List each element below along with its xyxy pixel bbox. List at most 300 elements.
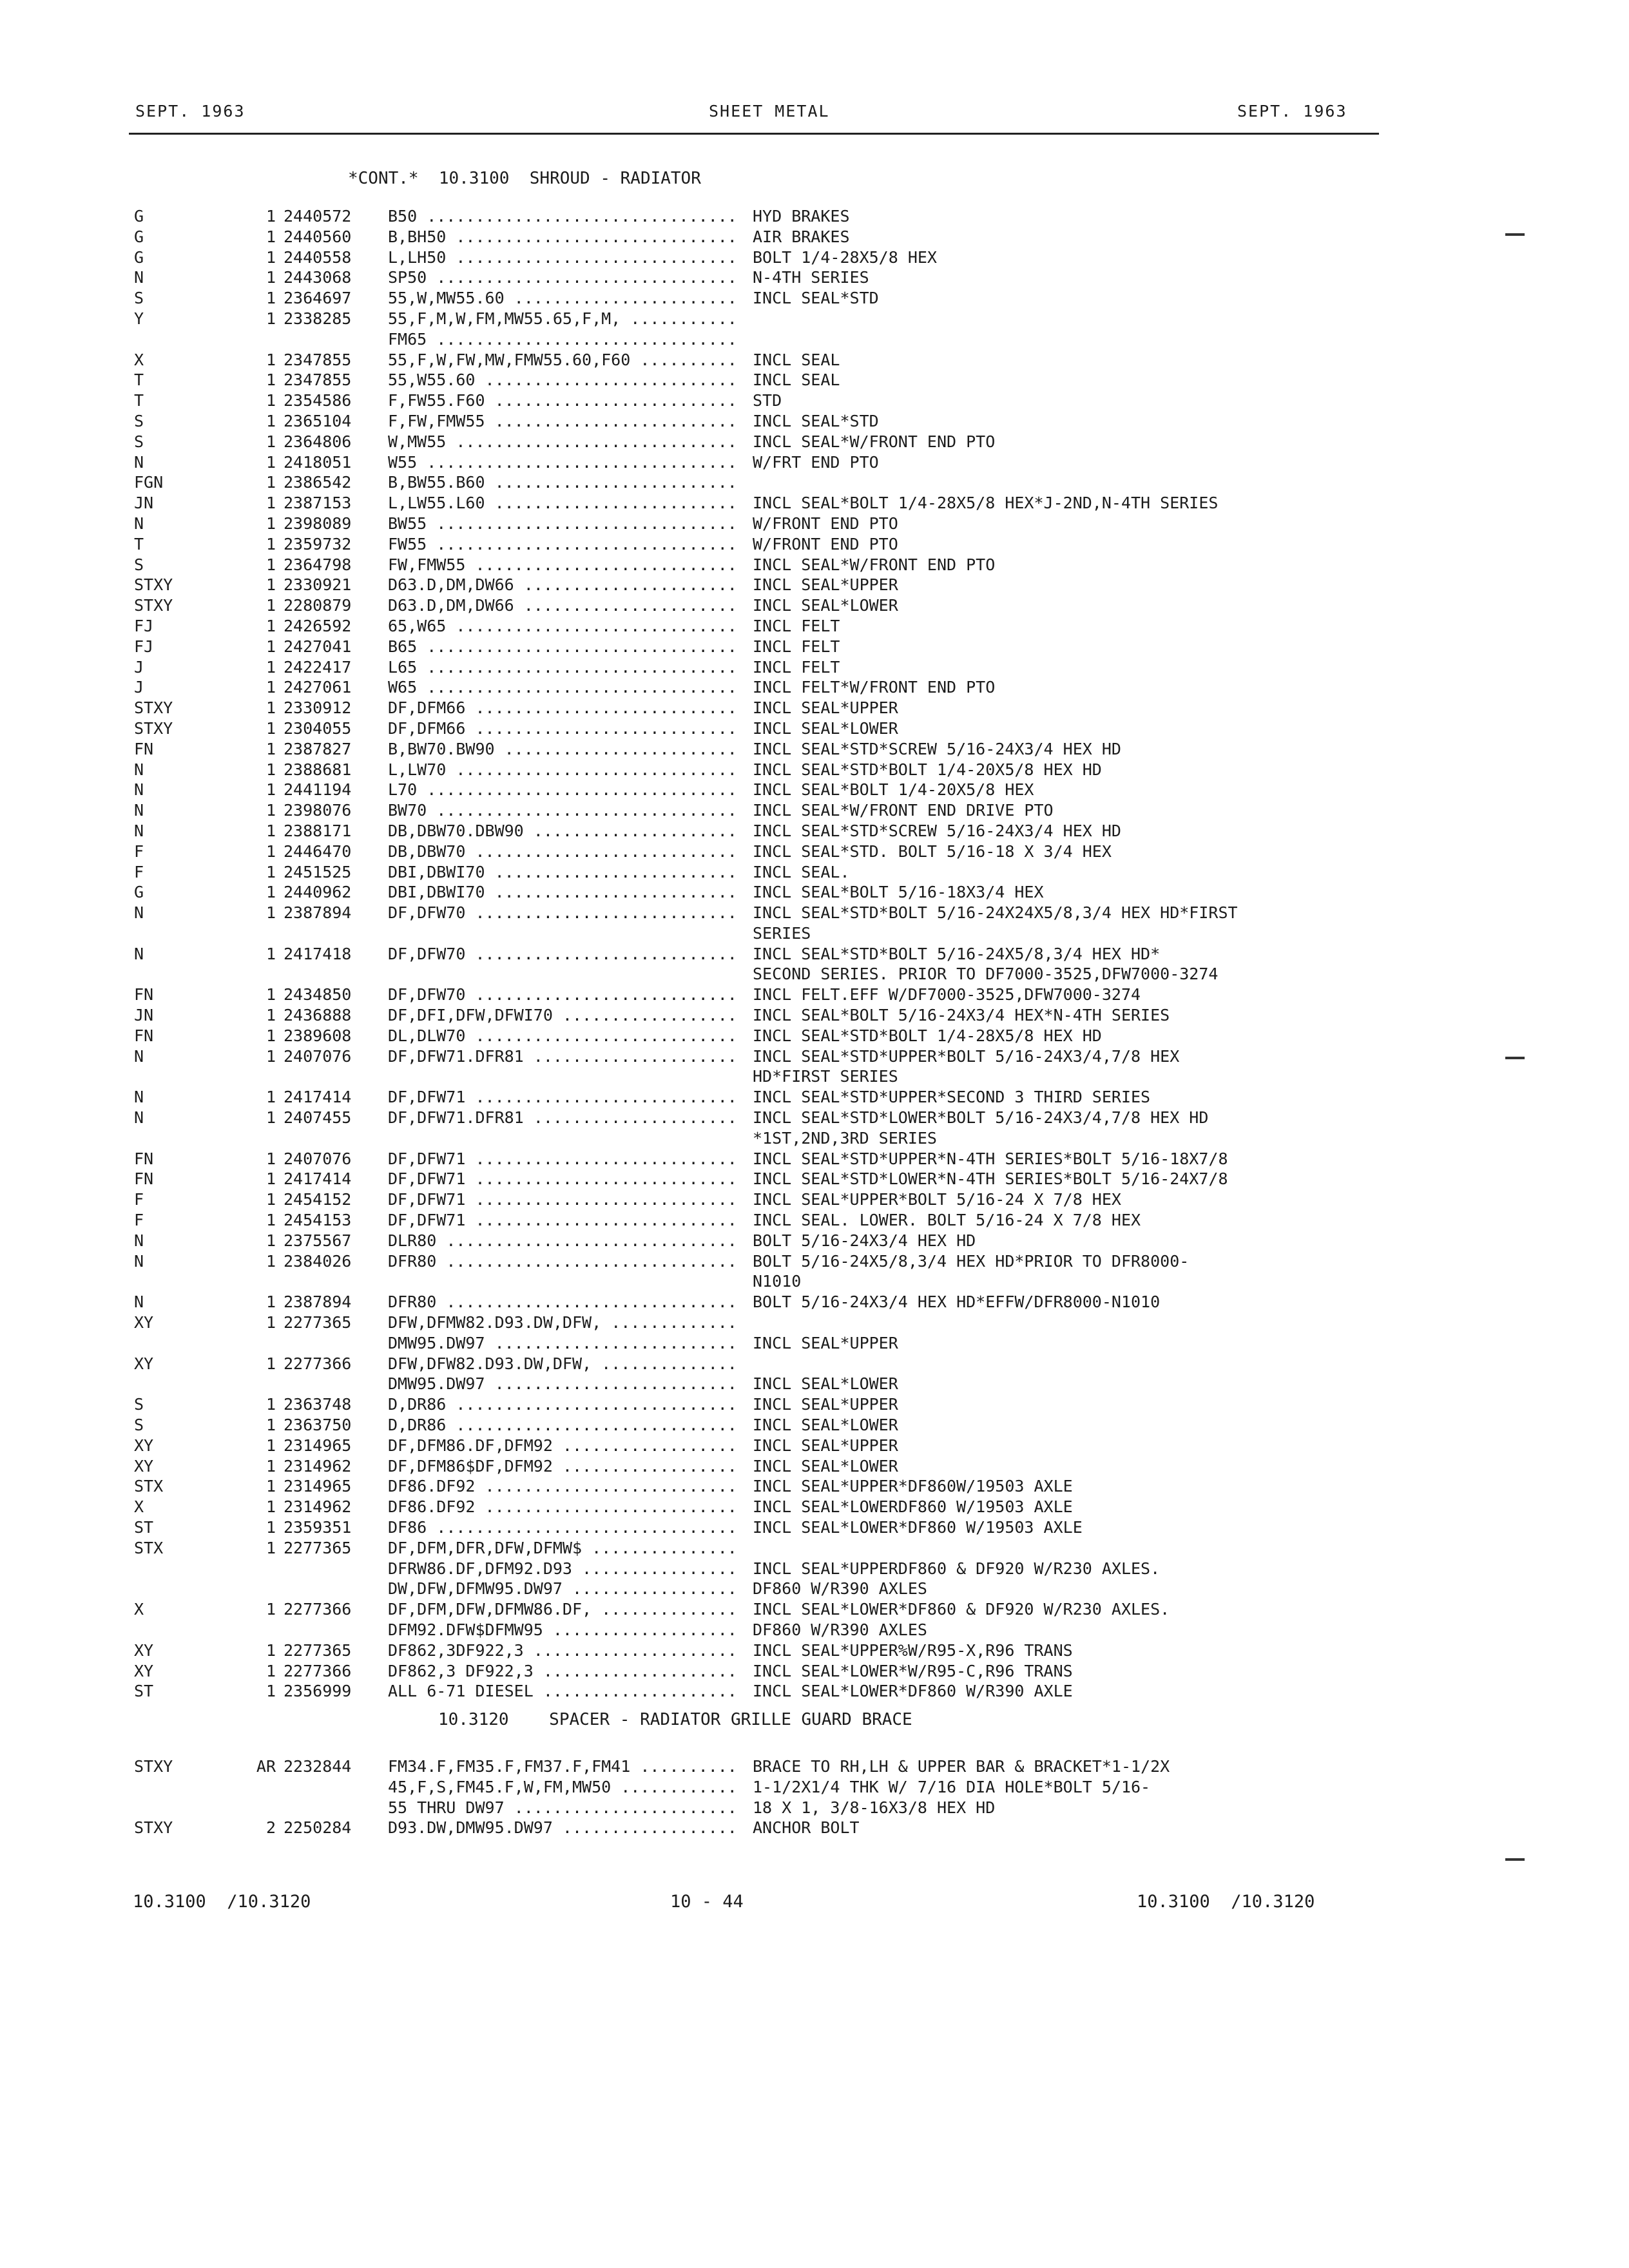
part-number: 2417418 — [284, 944, 352, 963]
application: DF86.DF92 ..... — [388, 1476, 740, 1497]
application: L,LH50 ..... — [388, 247, 740, 268]
table-row — [0, 1087, 1629, 1108]
quantity: 1 — [265, 985, 276, 1004]
model-code: STXY — [134, 698, 173, 718]
application: DMW95.DW97 ..... — [388, 1333, 740, 1354]
quantity: 1 — [265, 432, 276, 451]
table-row — [0, 964, 1629, 985]
application: DFW,DFW82.D93.DW,DFW, ..... — [388, 1354, 740, 1374]
table-row — [0, 800, 1629, 821]
quantity: 1 — [265, 1190, 276, 1209]
table-row — [0, 1026, 1629, 1046]
table-row — [0, 657, 1629, 678]
application: D63.D,DM,DW66 ..... — [388, 575, 740, 595]
remarks: STD — [753, 391, 782, 410]
model-code: G — [134, 207, 144, 226]
part-number: 2422417 — [284, 657, 352, 677]
remarks: INCL SEAL*STD*UPPER*BOLT 5/16-24X3/4,7/8 HEX — [753, 1046, 1180, 1066]
remarks: INCL SEAL*LOWER — [753, 596, 898, 615]
table-row — [0, 1436, 1629, 1456]
model-code: N — [134, 903, 144, 923]
model-code: STX — [134, 1538, 164, 1557]
model-code: STXY — [134, 1757, 173, 1776]
part-number: 2232844 — [284, 1757, 352, 1776]
quantity: 1 — [265, 698, 276, 718]
remarks: INCL SEAL*UPPER*DF860W/19503 AXLE — [753, 1477, 1073, 1496]
part-number: 2330921 — [284, 575, 352, 595]
application: FW,FMW55 ..... — [388, 555, 740, 575]
application: 55 THRU DW97 ..... — [388, 1798, 740, 1818]
part-number: 2440962 — [284, 883, 352, 902]
table-row — [0, 677, 1629, 698]
table-row — [0, 698, 1629, 718]
remarks: INCL SEAL*STD*BOLT 5/16-24X5/8,3/4 HEX HD* — [753, 944, 1161, 963]
quantity: 1 — [265, 944, 276, 963]
quantity: 1 — [265, 1026, 276, 1045]
part-number: 2454153 — [284, 1211, 352, 1230]
quantity: 1 — [265, 268, 276, 287]
application: DF86 ..... — [388, 1517, 740, 1538]
application: DL,DLW70 ..... — [388, 1026, 740, 1046]
quantity: 1 — [265, 1006, 276, 1025]
part-number: 2277365 — [284, 1313, 352, 1332]
remarks: INCL SEAL*LOWERDF860 W/19503 AXLE — [753, 1497, 1073, 1517]
model-code: F — [134, 841, 144, 861]
part-number: 2398089 — [284, 514, 352, 533]
model-code: STXY — [134, 718, 173, 738]
remarks: INCL SEAL*STD*UPPER*N-4TH SERIES*BOLT 5/16-18X7/8 — [753, 1149, 1228, 1168]
table-row — [0, 329, 1629, 350]
application: W65 ..... — [388, 677, 740, 698]
table-row — [0, 1169, 1629, 1189]
remarks: INCL SEAL*W/FRONT END PTO — [753, 432, 996, 451]
part-number: 2277366 — [284, 1600, 352, 1619]
part-number: 2280879 — [284, 596, 352, 615]
remarks: AIR BRAKES — [753, 227, 850, 246]
model-code: N — [134, 801, 144, 820]
header-right-date: SEPT. 1963 — [1237, 102, 1347, 120]
margin-mark — [1505, 1858, 1525, 1861]
remarks: BOLT 5/16-24X3/4 HEX HD*EFFW/DFR8000-N1010 — [753, 1293, 1161, 1312]
application: DF862,3DF922,3 ..... — [388, 1640, 740, 1661]
table-row — [0, 780, 1629, 800]
quantity: 1 — [265, 1313, 276, 1332]
part-number: 2407076 — [284, 1149, 352, 1168]
part-number: 2347855 — [284, 370, 352, 390]
part-number: 2359732 — [284, 534, 352, 553]
table-row — [0, 350, 1629, 370]
model-code: J — [134, 678, 144, 697]
quantity: 1 — [265, 1640, 276, 1660]
application: DFM92.DFW$DFMW95 ..... — [388, 1620, 740, 1640]
quantity: 1 — [265, 473, 276, 492]
model-code: X — [134, 1600, 144, 1619]
remarks: DF860 W/R390 AXLES — [753, 1620, 927, 1639]
application: DF86.DF92 ..... — [388, 1497, 740, 1517]
table-row — [0, 1108, 1629, 1128]
quantity: 1 — [265, 1661, 276, 1680]
remarks: INCL SEAL*UPPERDF860 & DF920 W/R230 AXLES. — [753, 1559, 1161, 1578]
application: D93.DW,DMW95.DW97 ..... — [388, 1818, 740, 1838]
table-row — [0, 1476, 1629, 1497]
quantity: 1 — [265, 760, 276, 779]
section-title-shroud-radiator: *CONT.* 10.3100 SHROUD - RADIATOR — [348, 169, 701, 188]
application: DF,DFW70 ..... — [388, 903, 740, 923]
remarks: INCL SEAL*STD — [753, 289, 879, 308]
application: 45,F,S,FM45.F,W,FM,MW50 ..... — [388, 1777, 740, 1798]
model-code: T — [134, 534, 144, 553]
model-code: XY — [134, 1436, 154, 1455]
model-code: FJ — [134, 637, 154, 656]
table-row — [0, 903, 1629, 923]
part-number: 2277366 — [284, 1661, 352, 1680]
remarks: INCL SEAL*LOWER*W/R95-C,R96 TRANS — [753, 1661, 1073, 1680]
quantity: 1 — [265, 207, 276, 226]
table-row — [0, 882, 1629, 903]
model-code: FJ — [134, 616, 154, 635]
application: DFRW86.DF,DFM92.D93 ..... — [388, 1559, 740, 1579]
part-number: 2277366 — [284, 1354, 352, 1373]
part-number: 2314962 — [284, 1497, 352, 1517]
remarks: INCL SEAL. — [753, 862, 850, 881]
model-code: N — [134, 452, 144, 472]
remarks: INCL SEAL*STD*LOWER*N-4TH SERIES*BOLT 5/16-24X7/8 — [753, 1169, 1228, 1189]
model-code: STXY — [134, 1818, 173, 1838]
model-code: XY — [134, 1456, 154, 1475]
part-number: 2387153 — [284, 494, 352, 513]
remarks: INCL SEAL*W/FRONT END DRIVE PTO — [753, 801, 1054, 820]
table-row — [0, 1559, 1629, 1579]
model-code: STX — [134, 1477, 164, 1496]
table-row — [0, 1128, 1629, 1149]
quantity: 1 — [265, 883, 276, 902]
quantity: 1 — [265, 1477, 276, 1496]
quantity: 1 — [265, 534, 276, 553]
application: DF,DFW71 ..... — [388, 1210, 740, 1231]
application: DBI,DBWI70 ..... — [388, 862, 740, 883]
application: DF,DFM,DFR,DFW,DFMW$ ..... — [388, 1538, 740, 1559]
remarks: INCL SEAL*STD*BOLT 1/4-28X5/8 HEX HD — [753, 1026, 1102, 1045]
quantity: 1 — [265, 452, 276, 472]
part-number: 2434850 — [284, 985, 352, 1004]
quantity: 1 — [265, 247, 276, 267]
part-number: 2454152 — [284, 1190, 352, 1209]
model-code: S — [134, 432, 144, 451]
application: DB,DBW70 ..... — [388, 841, 740, 862]
application: DFR80 ..... — [388, 1251, 740, 1272]
quantity: 1 — [265, 350, 276, 369]
quantity: 1 — [265, 1497, 276, 1517]
quantity: 1 — [265, 411, 276, 430]
model-code: FN — [134, 739, 154, 758]
quantity: 1 — [265, 718, 276, 738]
application: DF,DFW71 ..... — [388, 1087, 740, 1108]
table-row — [0, 555, 1629, 575]
table-row — [0, 1354, 1629, 1374]
part-number: 2363750 — [284, 1416, 352, 1435]
application: ALL 6-71 DIESEL ..... — [388, 1681, 740, 1702]
model-code: X — [134, 350, 144, 369]
quantity: 1 — [265, 1169, 276, 1189]
part-number: 2387894 — [284, 903, 352, 923]
quantity: 1 — [265, 678, 276, 697]
remarks: INCL FELT — [753, 616, 840, 635]
table-row — [0, 944, 1629, 965]
model-code: N — [134, 780, 144, 800]
table-row — [0, 595, 1629, 616]
remarks: INCL SEAL*STD — [753, 411, 879, 430]
remarks: BOLT 1/4-28X5/8 HEX — [753, 247, 937, 267]
remarks: INCL FELT — [753, 637, 840, 656]
application: D63.D,DM,DW66 ..... — [388, 595, 740, 616]
table-row — [0, 1066, 1629, 1087]
part-number: 2356999 — [284, 1682, 352, 1701]
model-code: N — [134, 1231, 144, 1250]
quantity: 1 — [265, 1395, 276, 1414]
model-code: FN — [134, 985, 154, 1004]
model-code: FN — [134, 1026, 154, 1045]
quantity: 1 — [265, 555, 276, 574]
application: DBI,DBWI70 ..... — [388, 882, 740, 903]
quantity: 1 — [265, 657, 276, 677]
model-code: XY — [134, 1640, 154, 1660]
header-title: SHEET METAL — [709, 102, 830, 120]
model-code: FN — [134, 1149, 154, 1168]
table-row — [0, 1271, 1629, 1292]
remarks: 18 X 1, 3/8-16X3/8 HEX HD — [753, 1798, 996, 1817]
table-row — [0, 534, 1629, 555]
table-row — [0, 1497, 1629, 1517]
quantity: 1 — [265, 1456, 276, 1475]
table-row — [0, 247, 1629, 268]
parts-table-spacer — [0, 1756, 1629, 1838]
model-code: N — [134, 1293, 144, 1312]
remarks: INCL SEAL — [753, 350, 840, 369]
model-code: F — [134, 1211, 144, 1230]
part-number: 2277365 — [284, 1538, 352, 1557]
model-code: F — [134, 862, 144, 881]
remarks: *1ST,2ND,3RD SERIES — [753, 1128, 937, 1148]
part-number: 2417414 — [284, 1088, 352, 1107]
quantity: 1 — [265, 575, 276, 595]
application: B,BW55.B60 ..... — [388, 472, 740, 493]
application: DF,DFW70 ..... — [388, 944, 740, 965]
table-row — [0, 821, 1629, 841]
model-code: F — [134, 1190, 144, 1209]
part-number: 2446470 — [284, 841, 352, 861]
remarks: DF860 W/R390 AXLES — [753, 1579, 927, 1599]
model-code: S — [134, 555, 144, 574]
application: DF,DFM86.DF,DFM92 ..... — [388, 1436, 740, 1456]
quantity: 1 — [265, 370, 276, 390]
application: L70 ..... — [388, 780, 740, 800]
part-number: 2398076 — [284, 801, 352, 820]
quantity: 1 — [265, 1108, 276, 1128]
quantity: 1 — [265, 1600, 276, 1619]
quantity: 1 — [265, 821, 276, 840]
table-row — [0, 1599, 1629, 1620]
quantity: 1 — [265, 1211, 276, 1230]
table-row — [0, 472, 1629, 493]
table-row — [0, 1777, 1629, 1798]
model-code: N — [134, 1251, 144, 1271]
part-number: 2443068 — [284, 268, 352, 287]
model-code: JN — [134, 1006, 154, 1025]
application: B,BW70.BW90 ..... — [388, 739, 740, 760]
footer-left-section-ref: 10.3100 /10.3120 — [133, 1892, 311, 1912]
quantity: 1 — [265, 1088, 276, 1107]
application: B,BH50 ..... — [388, 227, 740, 247]
table-row — [0, 1210, 1629, 1231]
quantity: 1 — [265, 637, 276, 656]
remarks: INCL SEAL*W/FRONT END PTO — [753, 555, 996, 574]
table-row — [0, 1756, 1629, 1777]
quantity: 1 — [265, 1251, 276, 1271]
table-row — [0, 390, 1629, 411]
application: 55,W,MW55.60 ..... — [388, 288, 740, 309]
remarks: INCL SEAL*BOLT 5/16-24X3/4 HEX*N-4TH SERIES — [753, 1006, 1170, 1025]
remarks: INCL SEAL*STD*SCREW 5/16-24X3/4 HEX HD — [753, 739, 1121, 758]
remarks: INCL FELT*W/FRONT END PTO — [753, 678, 996, 697]
remarks: INCL SEAL*LOWER*DF860 W/R390 AXLE — [753, 1682, 1073, 1701]
application: DF,DFW71 ..... — [388, 1189, 740, 1210]
part-number: 2451525 — [284, 862, 352, 881]
quantity: 1 — [265, 801, 276, 820]
model-code: XY — [134, 1354, 154, 1373]
quantity: 1 — [265, 1149, 276, 1168]
part-number: 2277365 — [284, 1640, 352, 1660]
part-number: 2354586 — [284, 391, 352, 410]
application: FW55 ..... — [388, 534, 740, 555]
remarks: N1010 — [753, 1272, 802, 1291]
remarks: INCL SEAL*STD. BOLT 5/16-18 X 3/4 HEX — [753, 841, 1112, 861]
model-code: S — [134, 1416, 144, 1435]
part-number: 2364798 — [284, 555, 352, 574]
model-code: N — [134, 760, 144, 779]
table-row — [0, 288, 1629, 309]
remarks: INCL SEAL*BOLT 1/4-28X5/8 HEX*J-2ND,N-4TH SERIES — [753, 494, 1219, 513]
application: DF,DFW71.DFR81 ..... — [388, 1108, 740, 1128]
part-number: 2304055 — [284, 718, 352, 738]
footer-page-number: 10 - 44 — [670, 1892, 744, 1912]
application: D,DR86 ..... — [388, 1415, 740, 1436]
remarks: INCL SEAL*UPPER — [753, 1395, 898, 1414]
table-row — [0, 493, 1629, 514]
part-number: 2440572 — [284, 207, 352, 226]
quantity: 1 — [265, 739, 276, 758]
table-row — [0, 1046, 1629, 1067]
application: L,LW70 ..... — [388, 760, 740, 780]
application: FM34.F,FM35.F,FM37.F,FM41 ..... — [388, 1756, 740, 1777]
quantity: 1 — [265, 1354, 276, 1373]
model-code: S — [134, 289, 144, 308]
table-row — [0, 1579, 1629, 1599]
remarks: INCL SEAL. LOWER. BOLT 5/16-24 X 7/8 HEX — [753, 1211, 1141, 1230]
model-code: S — [134, 1395, 144, 1414]
model-code: STXY — [134, 596, 173, 615]
quantity: 1 — [265, 903, 276, 923]
application: B65 ..... — [388, 637, 740, 657]
table-row — [0, 432, 1629, 452]
model-code: G — [134, 227, 144, 246]
remarks: INCL SEAL*STD*SCREW 5/16-24X3/4 HEX HD — [753, 821, 1121, 840]
remarks: BOLT 5/16-24X3/4 HEX HD — [753, 1231, 976, 1250]
model-code: ST — [134, 1682, 154, 1701]
part-number: 2388171 — [284, 821, 352, 840]
remarks: HD*FIRST SERIES — [753, 1067, 898, 1086]
part-number: 2407076 — [284, 1046, 352, 1066]
part-number: 2407455 — [284, 1108, 352, 1128]
remarks: HYD BRAKES — [753, 207, 850, 226]
part-number: 2418051 — [284, 452, 352, 472]
remarks: INCL SEAL*LOWER — [753, 718, 898, 738]
part-number: 2436888 — [284, 1006, 352, 1025]
table-row — [0, 1538, 1629, 1559]
quantity: 1 — [265, 1682, 276, 1701]
table-row — [0, 1333, 1629, 1354]
model-code: JN — [134, 494, 154, 513]
model-code: G — [134, 247, 144, 267]
quantity: 1 — [265, 494, 276, 513]
application: DF,DFM66 ..... — [388, 698, 740, 718]
table-row — [0, 1640, 1629, 1661]
table-row — [0, 1312, 1629, 1333]
part-number: 2363748 — [284, 1395, 352, 1414]
model-code: Y — [134, 309, 144, 328]
application: DF,DFW71 ..... — [388, 1149, 740, 1169]
remarks: INCL SEAL*LOWER — [753, 1456, 898, 1475]
table-row — [0, 1292, 1629, 1312]
part-number: 2426592 — [284, 616, 352, 635]
part-number: 2330912 — [284, 698, 352, 718]
application: L65 ..... — [388, 657, 740, 678]
model-code: STXY — [134, 575, 173, 595]
header-rule — [129, 133, 1379, 135]
remarks: INCL SEAL*LOWER — [753, 1374, 898, 1394]
model-code: N — [134, 514, 144, 533]
quantity: 1 — [265, 862, 276, 881]
remarks: INCL SEAL*STD*UPPER*SECOND 3 THIRD SERIES — [753, 1088, 1151, 1107]
part-number: 2427041 — [284, 637, 352, 656]
model-code: X — [134, 1497, 144, 1517]
remarks: SERIES — [753, 923, 811, 943]
part-number: 2388681 — [284, 760, 352, 779]
part-number: 2440558 — [284, 247, 352, 267]
table-row — [0, 1661, 1629, 1682]
application: 55,W55.60 ..... — [388, 370, 740, 390]
remarks: 1-1/2X1/4 THK W/ 7/16 DIA HOLE*BOLT 5/16- — [753, 1777, 1151, 1796]
application: DW,DFW,DFMW95.DW97 ..... — [388, 1579, 740, 1599]
part-number: 2365104 — [284, 411, 352, 430]
model-code: FGN — [134, 473, 164, 492]
quantity: 2 — [265, 1818, 276, 1838]
remarks: INCL SEAL*LOWER — [753, 1416, 898, 1435]
application: DF,DFI,DFW,DFWI70 ..... — [388, 1005, 740, 1026]
remarks: INCL SEAL*STD*BOLT 1/4-20X5/8 HEX HD — [753, 760, 1102, 779]
model-code: S — [134, 411, 144, 430]
part-number: 2417414 — [284, 1169, 352, 1189]
table-row — [0, 1818, 1629, 1838]
part-number: 2375567 — [284, 1231, 352, 1250]
application: BW70 ..... — [388, 800, 740, 821]
quantity: 1 — [265, 514, 276, 533]
table-row — [0, 760, 1629, 780]
remarks: INCL SEAL*UPPER — [753, 698, 898, 718]
table-row — [0, 923, 1629, 944]
remarks: ANCHOR BOLT — [753, 1818, 860, 1838]
part-number: 2387827 — [284, 739, 352, 758]
quantity: 1 — [265, 289, 276, 308]
